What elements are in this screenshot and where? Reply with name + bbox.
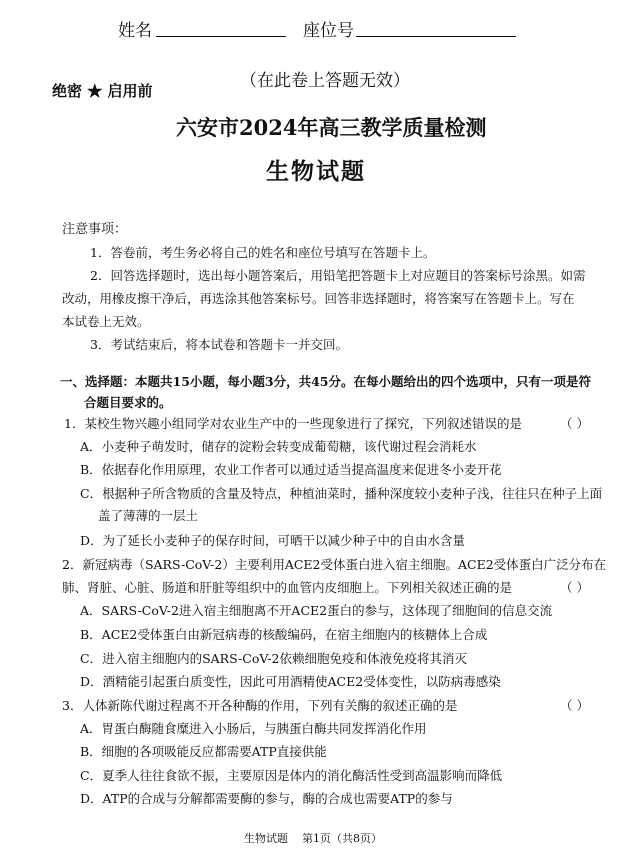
question-3-stem: 3．人体新陈代谢过程离不开各种酶的作用，下列有关酶的叙述正确的是 bbox=[62, 698, 458, 713]
question-2-option-c: C．进入宿主细胞内的SARS-CoV-2依赖细胞免疫和体液免疫将其消灭 bbox=[80, 651, 467, 666]
question-2-option-a: A．SARS-CoV-2进入宿主细胞离不开ACE2蛋白的参与，这体现了细胞间的信息交流 bbox=[80, 603, 553, 618]
note-line-3: 改动，用橡皮擦干净后，再选涂其他答案标号。回答非选择题时，将答案写在答题卡上。写在 bbox=[62, 291, 575, 306]
question-1-option-b: B．依据春化作用原理，农业工作者可以通过适当提高温度来促进冬小麦开花 bbox=[80, 462, 502, 477]
section-heading-line-2: 合题目要求的。 bbox=[84, 395, 172, 410]
name-field[interactable] bbox=[156, 16, 286, 37]
question-3-option-b: B．细胞的各项吸能反应都需要ATP直接供能 bbox=[80, 744, 327, 759]
question-3-option-d: D．ATP的合成与分解都需要酶的参与，酶的合成也需要ATP的参与 bbox=[80, 791, 453, 806]
note-line-1: 1．答卷前，考生务必将自己的姓名和座位号填写在答题卡上。 bbox=[90, 245, 436, 260]
question-3-answer-paren: （ ） bbox=[560, 698, 589, 713]
question-2-option-d: D．酒精能引起蛋白质变性，因此可用酒精使ACE2受体变性，以防病毒感染 bbox=[80, 674, 501, 689]
question-2-answer-paren: （ ） bbox=[560, 580, 589, 595]
page-footer: 生物试题 第1页（共8页） bbox=[244, 832, 382, 845]
question-3-option-c: C．夏季人往往食欲不振，主要原因是体内的消化酶活性受到高温影响而降低 bbox=[80, 768, 503, 783]
question-2-option-b: B．ACE2受体蛋白由新冠病毒的核酸编码，在宿主细胞内的核糖体上合成 bbox=[80, 627, 488, 642]
section-heading-line-1: 一、选择题：本题共15小题，每小题3分，共45分。在每小题给出的四个选项中，只有一项是符 bbox=[60, 374, 591, 389]
question-1-option-c-cont: 盖了薄薄的一层土 bbox=[98, 508, 199, 523]
question-3-option-a: A．胃蛋白酶随食糜进入小肠后，与胰蛋白酶共同发挥消化作用 bbox=[80, 721, 427, 736]
name-label: 姓名 bbox=[118, 21, 152, 41]
page-title: 六安市2024年高三教学质量检测 bbox=[176, 115, 487, 140]
note-line-5: 3．考试结束后，将本试卷和答题卡一并交回。 bbox=[90, 337, 348, 352]
page-subtitle: 生物试题 bbox=[266, 158, 366, 185]
question-2-stem: 2．新冠病毒（SARS-CoV-2）主要利用ACE2受体蛋白进入宿主细胞。ACE2受体蛋白广泛分布在 bbox=[62, 557, 607, 572]
seat-label: 座位号 bbox=[303, 21, 354, 41]
notes-heading: 注意事项： bbox=[62, 222, 128, 237]
invalid-note: （在此卷上答题无效） bbox=[240, 71, 410, 91]
note-line-2: 2．回答选择题时，选出每小题答案后，用铅笔把答题卡上对应题目的答案标号涂黑。如需 bbox=[90, 268, 586, 283]
question-1-stem: 1．某校生物兴趣小组同学对农业生产中的一些现象进行了探究，下列叙述错误的是 bbox=[64, 416, 522, 431]
question-2-stem-cont: 肺、肾脏、心脏、肠道和肝脏等组织中的血管内皮细胞上。下列相关叙述正确的是 bbox=[62, 580, 513, 595]
question-1-option-a: A．小麦种子萌发时，储存的淀粉会转变成葡萄糖，该代谢过程会消耗水 bbox=[80, 439, 477, 454]
seat-field[interactable] bbox=[356, 16, 516, 37]
question-1-option-d: D．为了延长小麦种子的保存时间，可晒干以减少种子中的自由水含量 bbox=[80, 533, 466, 548]
note-line-4: 本试卷上无效。 bbox=[62, 314, 150, 329]
question-1-option-c: C．根据种子所含物质的含量及特点，种植油菜时，播种深度较小麦种子浅，往往只在种子上面 bbox=[80, 486, 603, 501]
confidential-mark: 绝密 ★ 启用前 bbox=[52, 82, 153, 100]
question-1-answer-paren: （ ） bbox=[560, 416, 589, 431]
